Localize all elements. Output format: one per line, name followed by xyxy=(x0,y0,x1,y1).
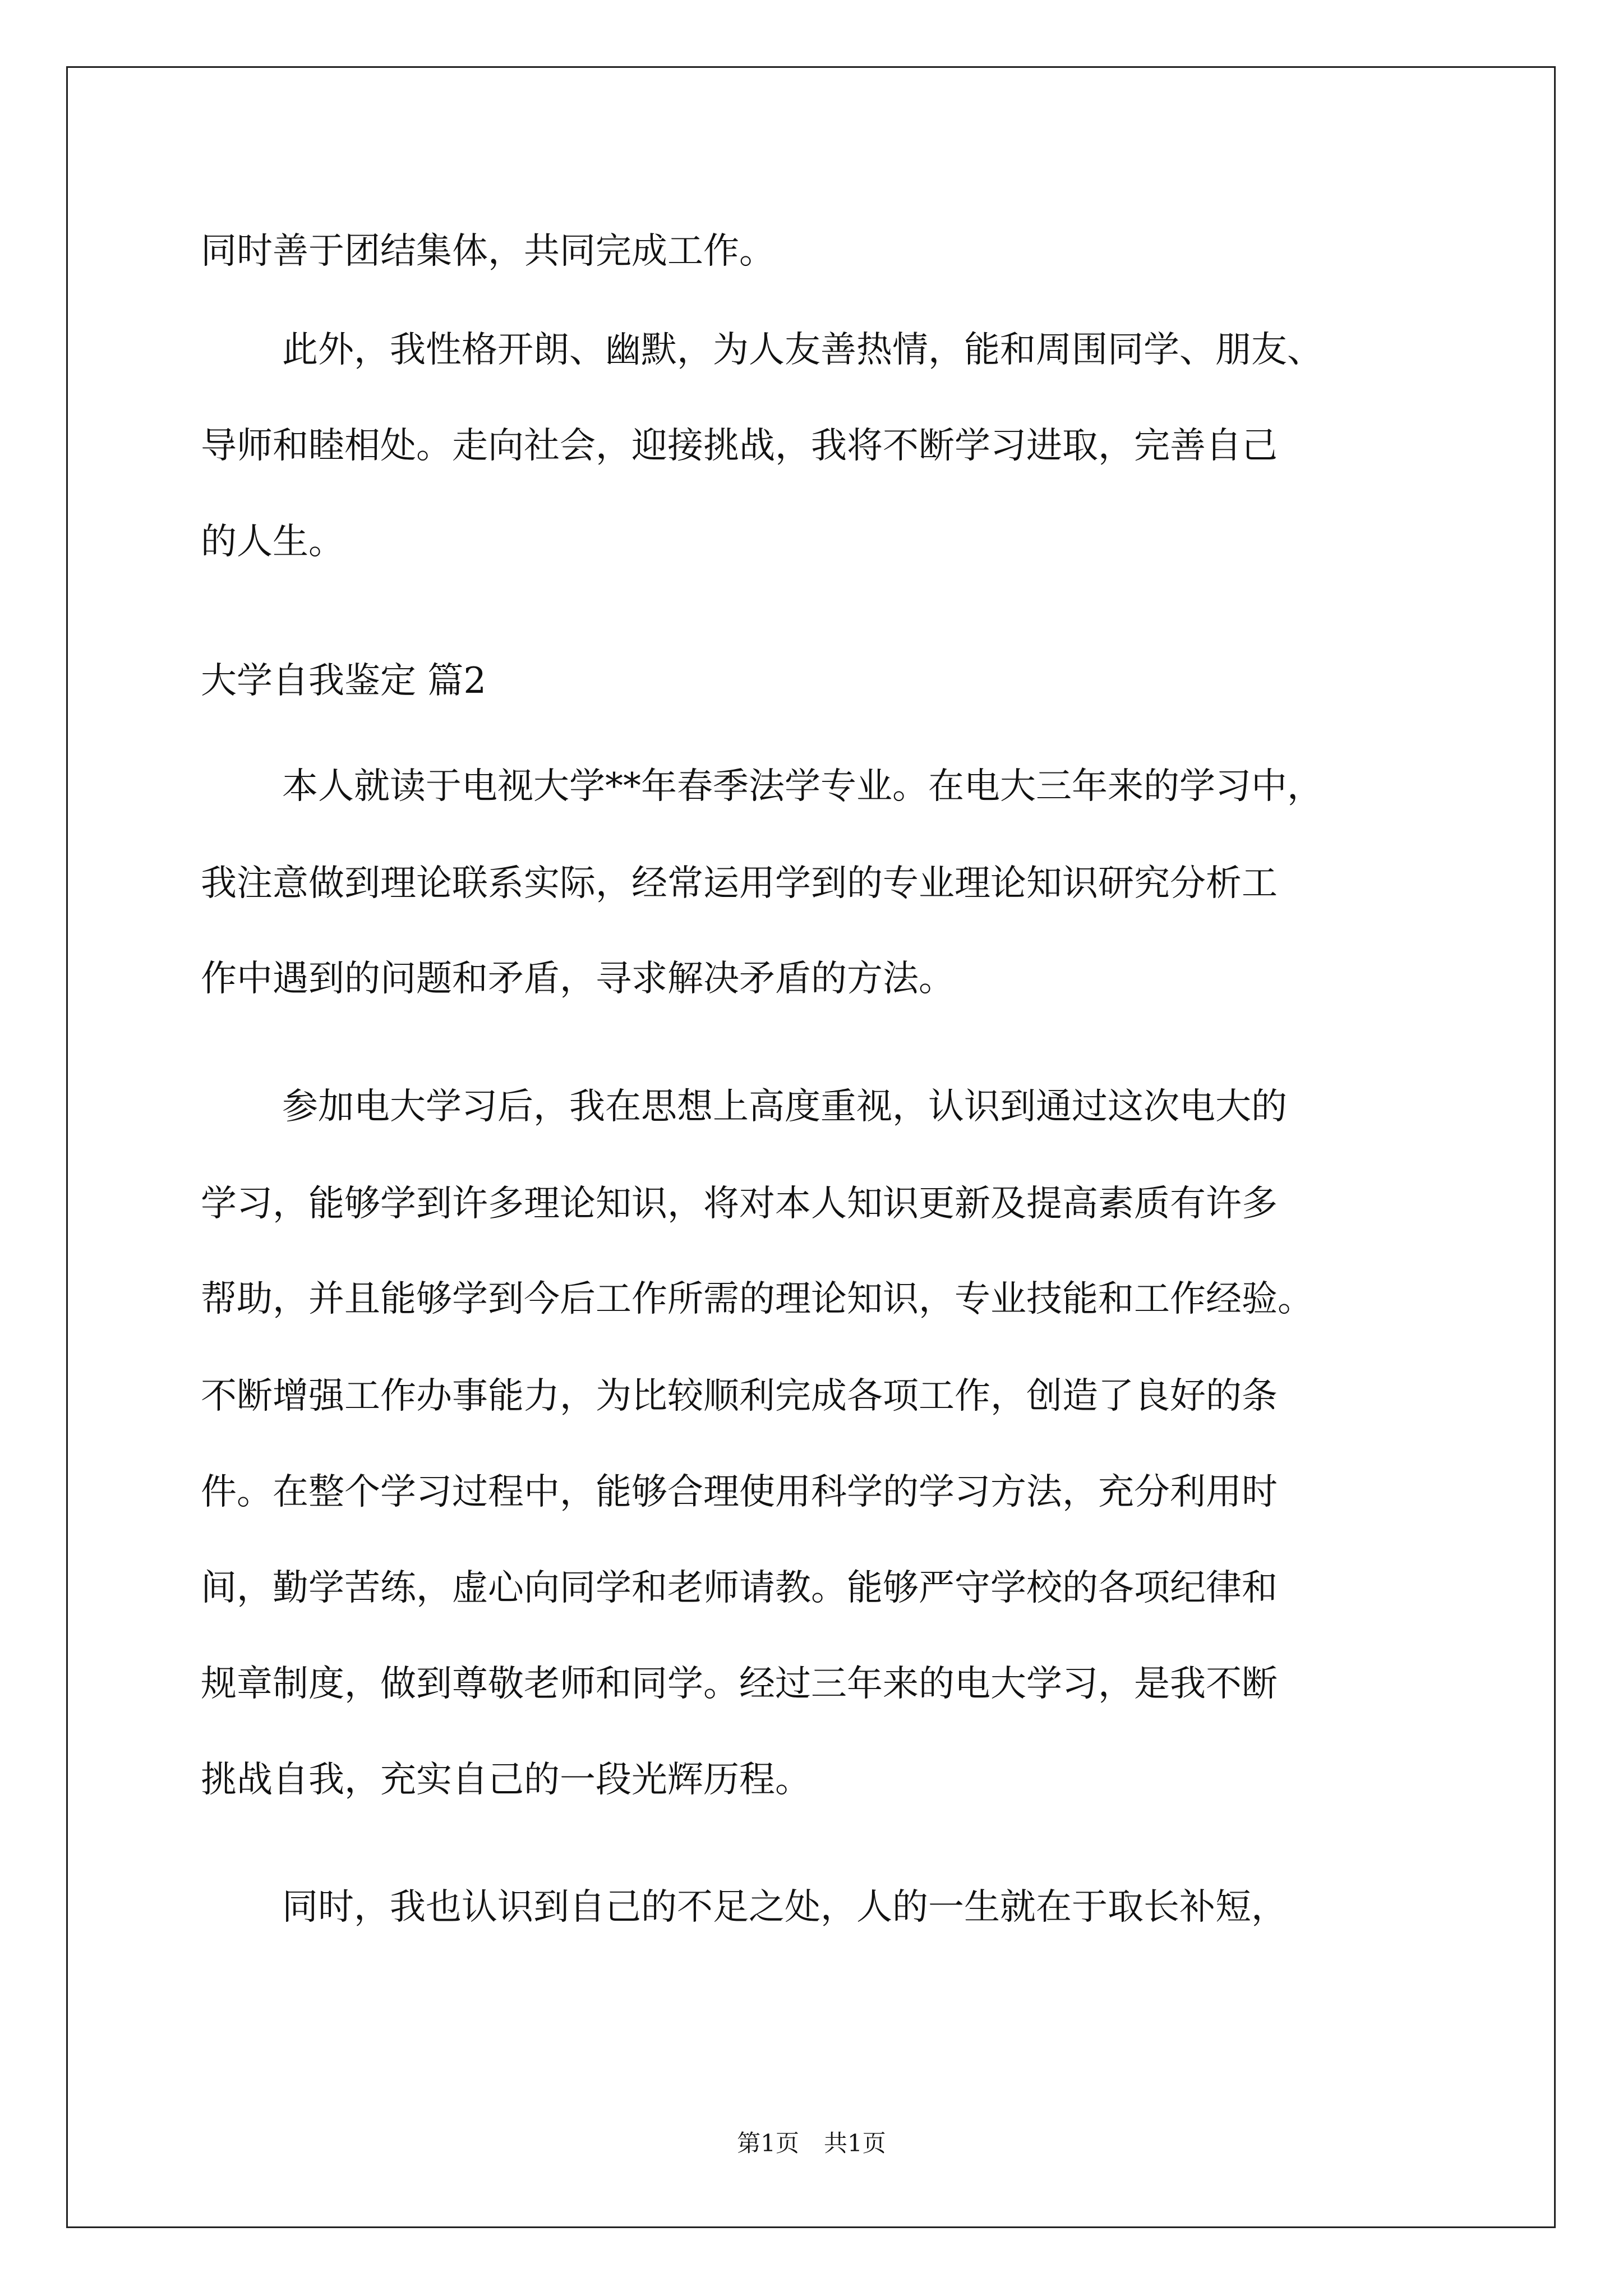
text-line: 同时，我也认识到自己的不足之处，人的一生就在于取长补短， xyxy=(282,1887,1287,1928)
text-line: 同时善于团结集体，共同完成工作。 xyxy=(201,231,775,272)
text-line: 学习，能够学到许多理论知识，将对本人知识更新及提高素质有许多 xyxy=(201,1183,1278,1225)
total-pages: 共1页 xyxy=(824,2129,886,2157)
text-line: 此外，我性格开朗、幽默，为人友善热情，能和周围同学、朋友、 xyxy=(282,329,1323,371)
text-line: 参加电大学习后，我在思想上高度重视，认识到通过这次电大的 xyxy=(282,1086,1287,1128)
text-line: 规章制度，做到尊敬老师和同学。经过三年来的电大学习，是我不断 xyxy=(201,1663,1278,1705)
text-line: 帮助，并且能够学到今后工作所需的理论知识，专业技能和工作经验。 xyxy=(201,1278,1313,1320)
page-footer xyxy=(0,2129,1623,2157)
text-line: 挑战自我，充实自己的一段光辉历程。 xyxy=(201,1759,811,1801)
page-number: 第1页 xyxy=(737,2129,799,2157)
text-line: 作中遇到的问题和矛盾，寻求解决矛盾的方法。 xyxy=(201,958,955,1000)
text-line: 不断增强工作办事能力，为比较顺利完成各项工作，创造了良好的条 xyxy=(201,1375,1278,1417)
section-heading: 大学自我鉴定 篇2 xyxy=(201,660,487,702)
text-line: 本人就读于电视大学**年春季法学专业。在电大三年来的学习中， xyxy=(282,766,1323,807)
text-line: 导师和睦相处。走向社会，迎接挑战，我将不断学习进取，完善自己 xyxy=(201,425,1278,467)
text-line: 我注意做到理论联系实际，经常运用学到的专业理论知识研究分析工 xyxy=(201,863,1278,904)
text-line: 的人生。 xyxy=(201,521,344,563)
text-line: 件。在整个学习过程中，能够合理使用科学的学习方法，充分利用时 xyxy=(201,1471,1278,1513)
text-line: 间，勤学苦练，虚心向同学和老师请教。能够严守学校的各项纪律和 xyxy=(201,1567,1278,1609)
